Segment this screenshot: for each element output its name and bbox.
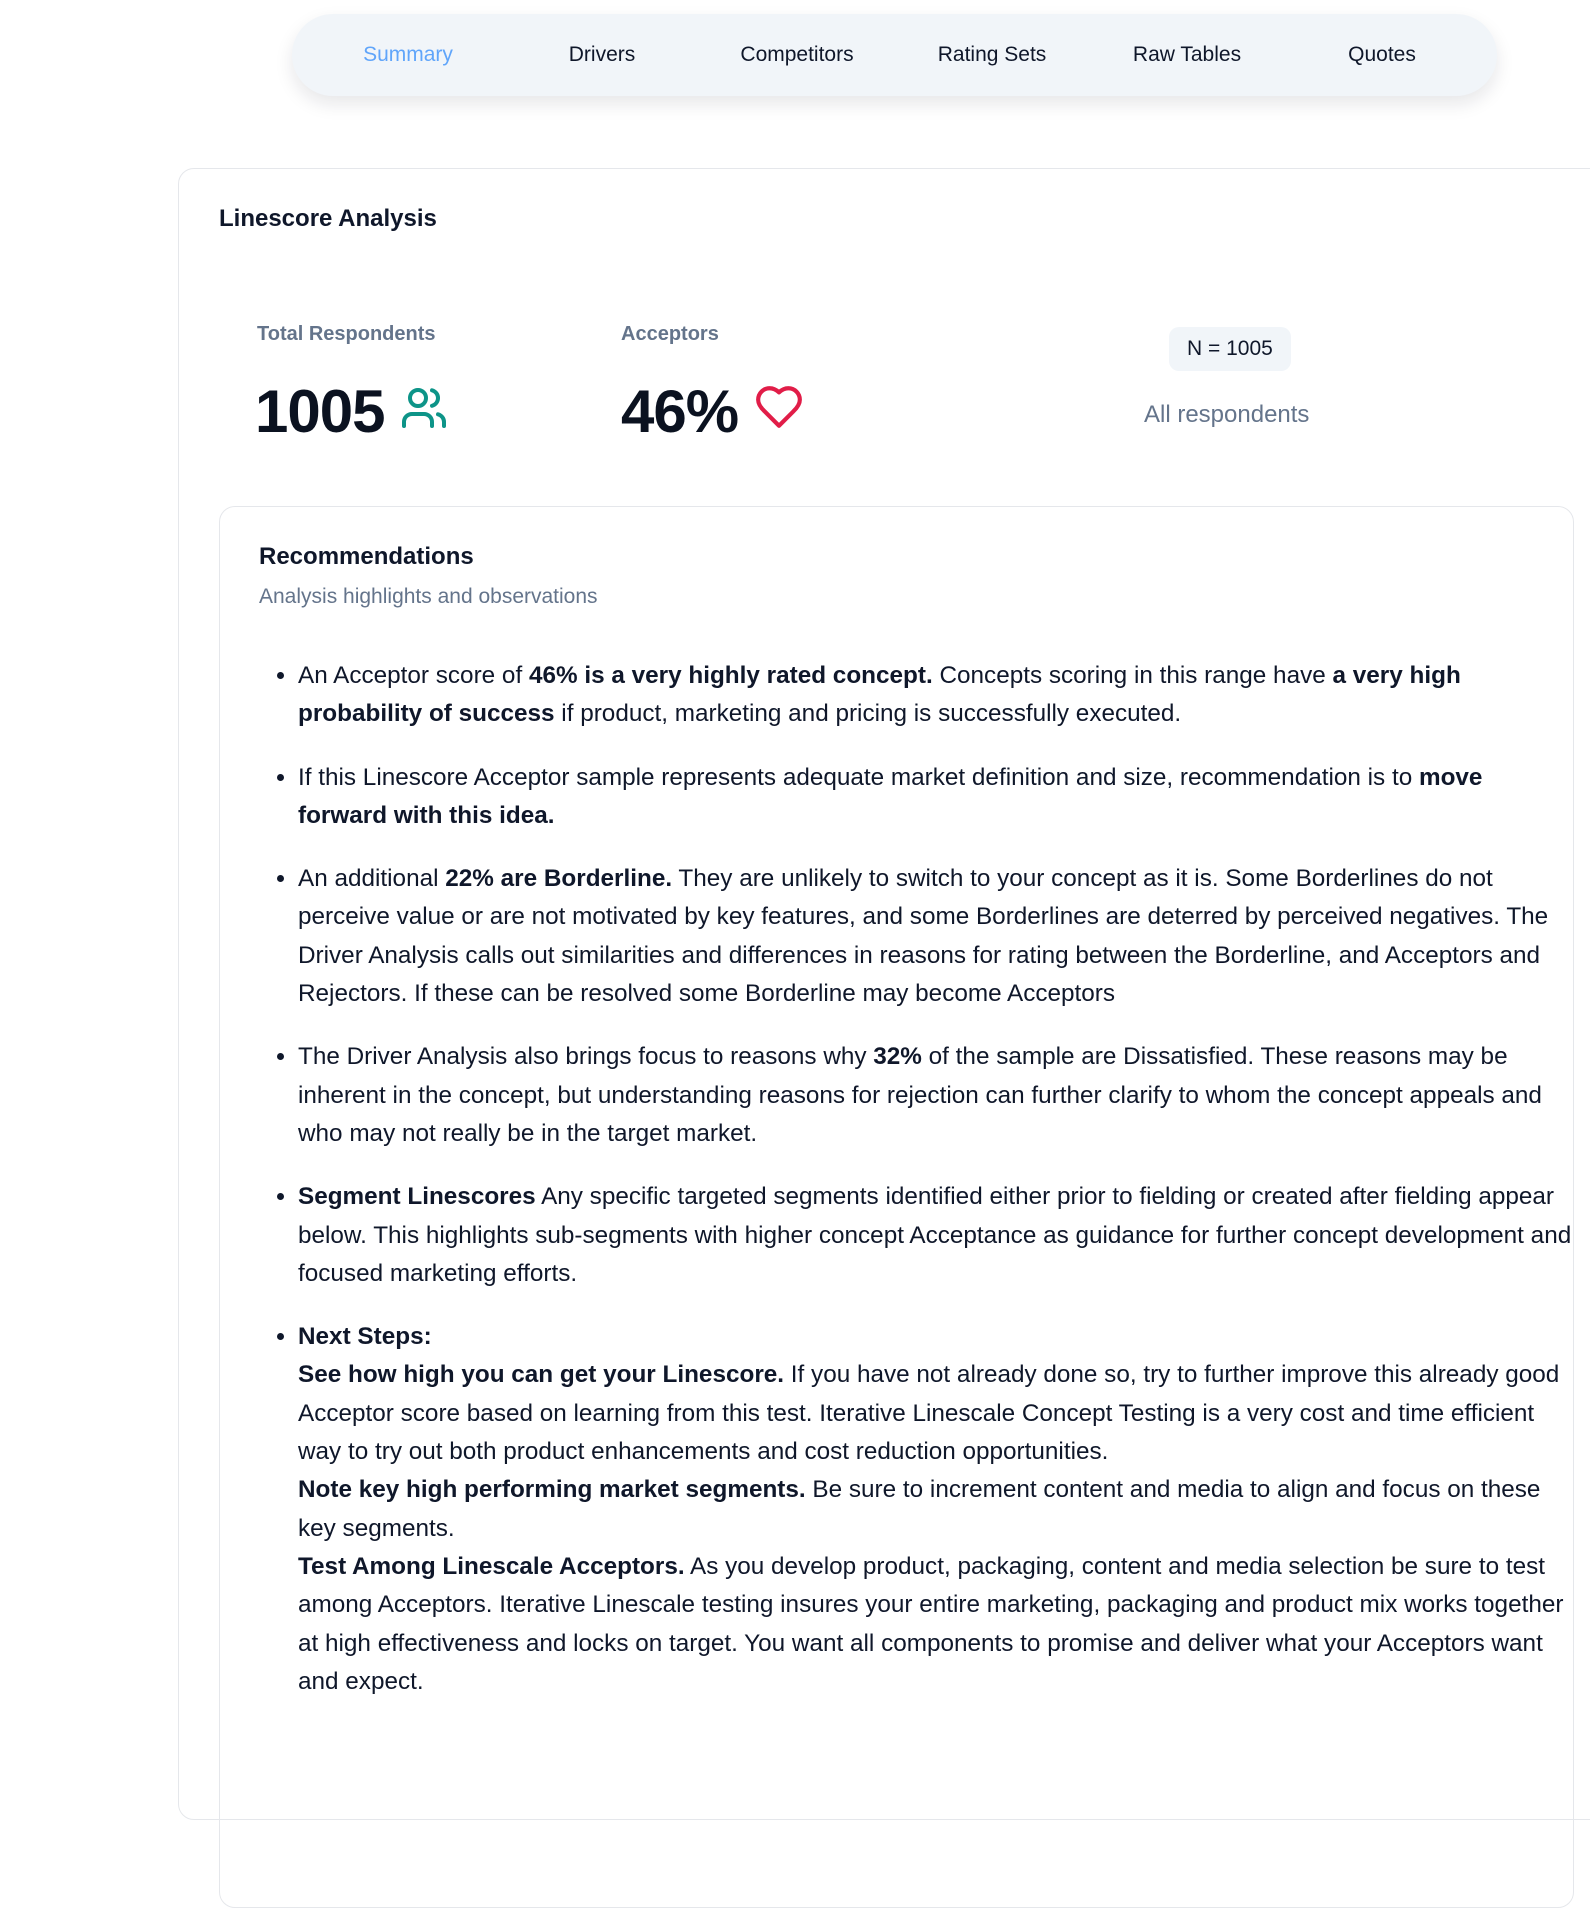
total-respondents-stat [255, 377, 448, 446]
recommendation-text: An additional [298, 865, 446, 893]
recommendation-item [298, 1178, 1573, 1293]
tab-rating-sets[interactable]: Rating Sets [937, 43, 1047, 66]
recommendation-text: Any specific targeted segments identified either prior to fielding or created after fielding appear below. This highlights sub-segments with higher concept Acceptance as guidance for further concept development and focused marketing efforts. [298, 1183, 1572, 1287]
total-respondents-label: Total Respondents [257, 323, 436, 345]
recommendation-emphasis: 32% [873, 1043, 922, 1071]
recommendation-item [298, 1318, 1573, 1701]
recommendation-item [298, 1038, 1573, 1153]
card-title: Linescore Analysis [219, 205, 437, 232]
users-icon [400, 377, 448, 446]
acceptors-label: Acceptors [621, 323, 719, 345]
heart-icon [754, 377, 804, 446]
tab-competitors[interactable]: Competitors [740, 43, 854, 66]
recommendation-emphasis: Note key high performing market segments. [298, 1476, 806, 1504]
acceptors-value: 46% [621, 378, 739, 445]
acceptors-stat [621, 377, 804, 446]
recommendation-text: As you develop product, packaging, content and media selection be sure to test among Acceptors. Iterative Linescale testing insures your entire marketing, packaging and product mix works together at high effectiveness and locks on target. You want all components to promise and deliver what your Acceptors want and expect. [298, 1552, 1564, 1695]
recommendation-text: An Acceptor score of [298, 662, 529, 689]
recommendation-text: If this Linescore Acceptor sample represents adequate market definition and size, recommendation is to [298, 763, 1419, 791]
sample-description: All respondents [1144, 401, 1310, 428]
recommendation-item [298, 759, 1573, 836]
total-respondents-value: 1005 [255, 378, 385, 445]
recommendations-list [259, 657, 1573, 1726]
recommendation-emphasis: Segment Linescores [298, 1183, 536, 1211]
recommendation-emphasis: 46% is a very highly rated concept. [528, 662, 933, 689]
recommendation-emphasis: Test Among Linescale Acceptors. [298, 1552, 685, 1580]
recommendation-text: Concepts scoring in this range have [932, 662, 1333, 689]
tab-summary[interactable]: Summary [363, 43, 453, 66]
recommendation-emphasis: 22% are Borderline. [445, 865, 673, 893]
recommendation-item [298, 657, 1573, 734]
recommendation-emphasis: move forward with this idea. [298, 763, 1483, 829]
recommendation-text: of the sample are Dissatisfied. These reasons may be inherent in the concept, but understanding reasons for rejection can further clarify to whom the concept appeals and who may not really be in the target market. [298, 1043, 1542, 1147]
tab-drivers[interactable]: Drivers [568, 43, 636, 66]
recommendation-text: Be sure to increment content and media to align and focus on these key segments. [298, 1476, 1541, 1542]
recommendations-panel [219, 506, 1574, 1908]
recommendation-text: They are unlikely to switch to your concept as it is. Some Borderlines do not perceive value or are not motivated by key features, and some Borderlines are deterred by perceived negatives. The Driver Analysis calls out similarities and differences in reasons for rating between the Borderline, and Acceptors and Rejectors. If these can be resolved some Borderline may become Acceptors [298, 865, 1549, 1008]
recommendations-title: Recommendations [259, 543, 474, 570]
tab-raw-tables[interactable]: Raw Tables [1132, 43, 1242, 66]
recommendation-text: The Driver Analysis also brings focus to reasons why [298, 1043, 874, 1071]
recommendation-emphasis: a very high probability of success [298, 662, 1461, 728]
recommendations-subtitle: Analysis highlights and observations [259, 585, 598, 608]
recommendation-item [298, 860, 1573, 1013]
tab-quotes[interactable]: Quotes [1348, 43, 1416, 66]
recommendation-text: if product, marketing and pricing is successfully executed. [554, 700, 1182, 728]
recommendation-text: If you have not already done so, try to further improve this already good Acceptor score based on learning from this test. Iterative Linescale Concept Testing is a very cost and time efficient way to try out both product enhancements and cost reduction opportunities. [298, 1361, 1560, 1466]
recommendation-emphasis: See how high you can get your Linescore. [298, 1361, 785, 1389]
recommendation-emphasis: Next Steps: [298, 1323, 432, 1351]
linescore-analysis-card [178, 168, 1590, 1820]
sample-size-badge: N = 1005 [1169, 327, 1291, 371]
tab-bar [292, 14, 1497, 96]
